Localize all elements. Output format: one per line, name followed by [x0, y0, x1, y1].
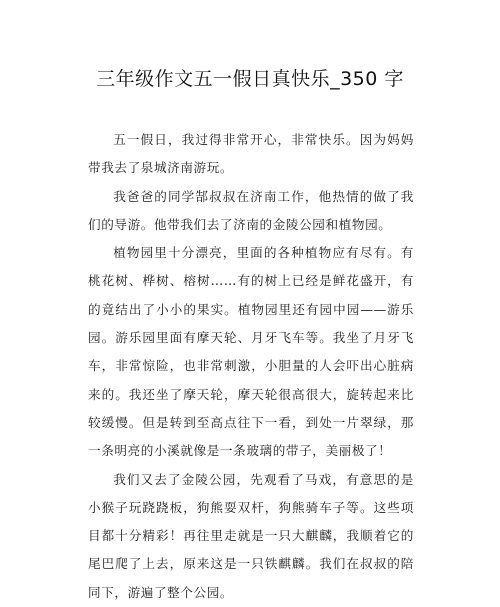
paragraph-4: 我们又去了金陵公园，先观看了马戏，有意思的是小猴子玩跷跷板，狗熊耍双杆，狗熊骑车子等。这些项目都十分精彩！再往里走就是一只大麒麟，我顺着它的尾巴爬了上去，原来这是一只铁麒麟。我们在叔叔的陪同下，游遍了整个公园。: [88, 471, 414, 600]
paragraph-1: 五一假日，我过得非常开心，非常快乐。因为妈妈带我去了泉城济南游玩。: [88, 132, 414, 176]
document-title: 三年级作文五一假日真快乐_350 字: [96, 68, 404, 90]
paragraph-3: 植物园里十分漂亮，里面的各种植物应有尽有。有桃花树、桦树、榕树……有的树上已经是鲜花盛开，有的竟结出了小小的果实。植物园里还有园中园——游乐园。游乐园里面有摩天轮、月牙飞车等。我坐了月牙飞车，非常惊险，也非常刺激，小胆量的人会吓出心脏病来的。我还坐了摩天轮，摩天轮很高很大，旋转起来比较缓慢。但是转到至高点往下一看，到处一片翠绿，那一条明亮的小溪就像是一条玻璃的带子，美丽极了！: [88, 245, 414, 459]
paragraph-2: 我爸爸的同学郜叔叔在济南工作，他热情的做了我们的导游。他带我们去了济南的金陵公园和植物园。: [88, 188, 414, 232]
document-body: [88, 126, 414, 607]
